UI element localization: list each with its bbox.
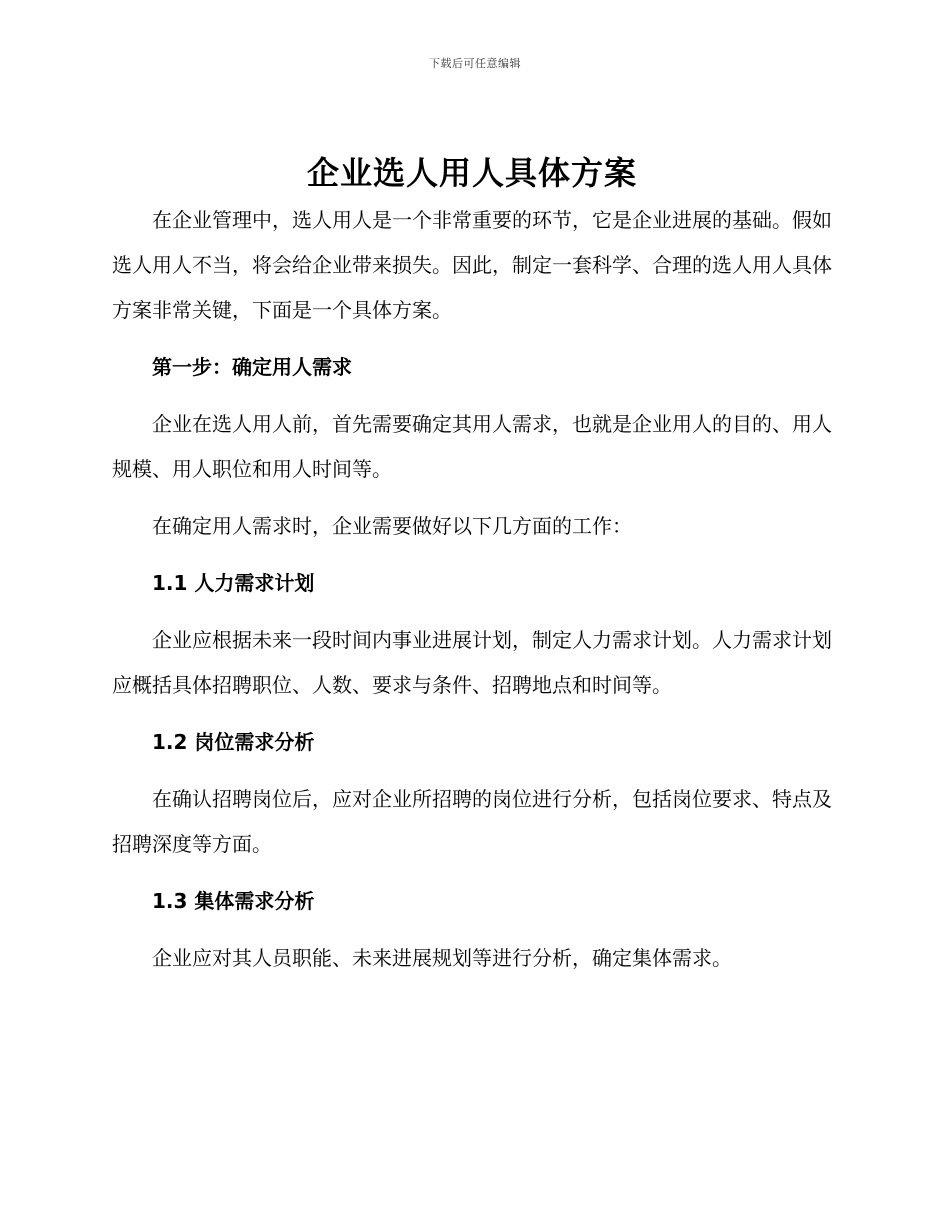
step1-paragraph-1: 企业在选人用人前，首先需要确定其用人需求，也就是企业用人的目的、用人规模、用人职位和用人时间等。 (112, 412, 832, 481)
header-note: 下载后可任意编辑 (429, 57, 521, 70)
document-body (112, 148, 832, 981)
document-title: 企业选人用人具体方案 (306, 154, 637, 192)
step1-paragraph-2: 在确定用人需求时，企业需要做好以下几方面的工作： (152, 514, 632, 538)
section-1-1-heading: 1.1 人力需求计划 (152, 571, 315, 595)
section-1-3-heading: 1.3 集体需求分析 (152, 889, 315, 913)
step1-heading: 第一步：确定用人需求 (152, 355, 352, 379)
section-1-2-heading: 1.2 岗位需求分析 (152, 730, 315, 754)
section-1-3-paragraph: 企业应对其人员职能、未来进展规划等进行分析，确定集体需求。 (152, 946, 732, 970)
intro-paragraph: 在企业管理中，选人用人是一个非常重要的环节，它是企业进展的基础。假如选人用人不当，将会给企业带来损失。因此，制定一套科学、合理的选人用人具体方案非常关键，下面是一个具体方案。 (112, 208, 832, 322)
section-1-2-paragraph: 在确认招聘岗位后，应对企业所招聘的岗位进行分析，包括岗位要求、特点及招聘深度等方面。 (112, 787, 832, 856)
section-1-1-paragraph: 企业应根据未来一段时间内事业进展计划，制定人力需求计划。人力需求计划应概括具体招聘职位、人数、要求与条件、招聘地点和时间等。 (112, 628, 832, 697)
